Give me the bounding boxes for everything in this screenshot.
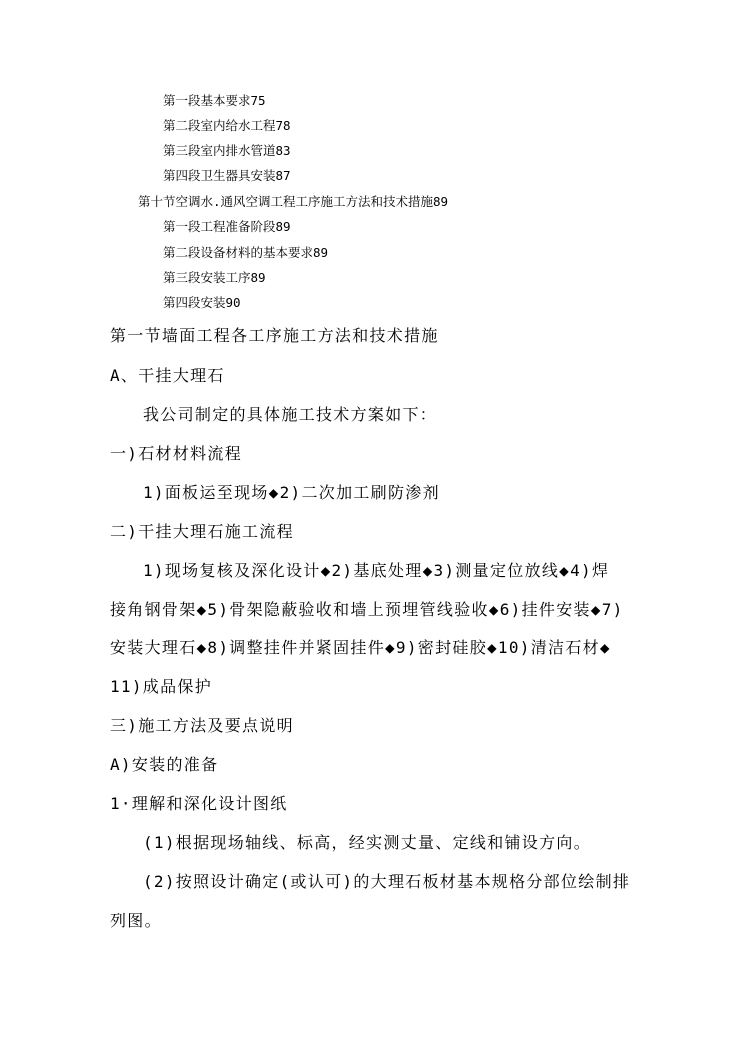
toc-entry: 第一段基本要求75 [163, 93, 266, 108]
toc-entry: 第三段室内排水管道83 [163, 143, 291, 158]
intro-paragraph: 我公司制定的具体施工技术方案如下： [143, 405, 438, 424]
paragraph-2-line: 安装大理石◆8)调整挂件并紧固挂件◆9)密封硅胶◆10)清洁石材◆ [110, 638, 611, 657]
paragraph-4-line: (2)按照设计确定(或认可)的大理石板材基本规格分部位绘制排 [143, 872, 631, 891]
subtitle-a: A、干挂大理石 [110, 366, 225, 385]
paragraph-2-line: 1)现场复核及深化设计◆2)基底处理◆3)测量定位放线◆4)焊 [143, 561, 610, 580]
toc-entry: 第二段室内给水工程78 [163, 118, 291, 133]
toc-entry: 第二段设备材料的基本要求89 [163, 245, 329, 260]
paragraph-4-line: 列图。 [110, 911, 162, 930]
toc-entry: 第四段卫生器具安装87 [163, 168, 291, 183]
heading-3: 三)施工方法及要点说明 [110, 716, 294, 735]
heading-2: 二)干挂大理石施工流程 [110, 522, 294, 541]
toc-entry: 第一段工程准备阶段89 [163, 219, 291, 234]
paragraph-3: (1)根据现场轴线、标高，经实测丈量、定线和铺设方向。 [143, 833, 591, 852]
heading-5: 1·理解和深化设计图纸 [110, 794, 288, 813]
toc-entry: 第十节空调水.通风空调工程工序施工方法和技术措施89 [138, 194, 449, 209]
toc-entry: 第三段安装工序89 [163, 270, 266, 285]
heading-1: 一)石材材料流程 [110, 444, 243, 463]
paragraph-2-line: 11)成品保护 [110, 677, 212, 696]
heading-4: A)安装的准备 [110, 755, 219, 774]
paragraph-2-line: 接角钢骨架◆5)骨架隐蔽验收和墙上预埋管线验收◆6)挂件安装◆7) [110, 600, 624, 619]
paragraph-1: 1)面板运至现场◆2)二次加工刷防渗剂 [143, 483, 440, 502]
toc-entry: 第四段安装90 [163, 295, 241, 310]
section-title: 第一节墙面工程各工序施工方法和技术措施 [110, 326, 439, 345]
